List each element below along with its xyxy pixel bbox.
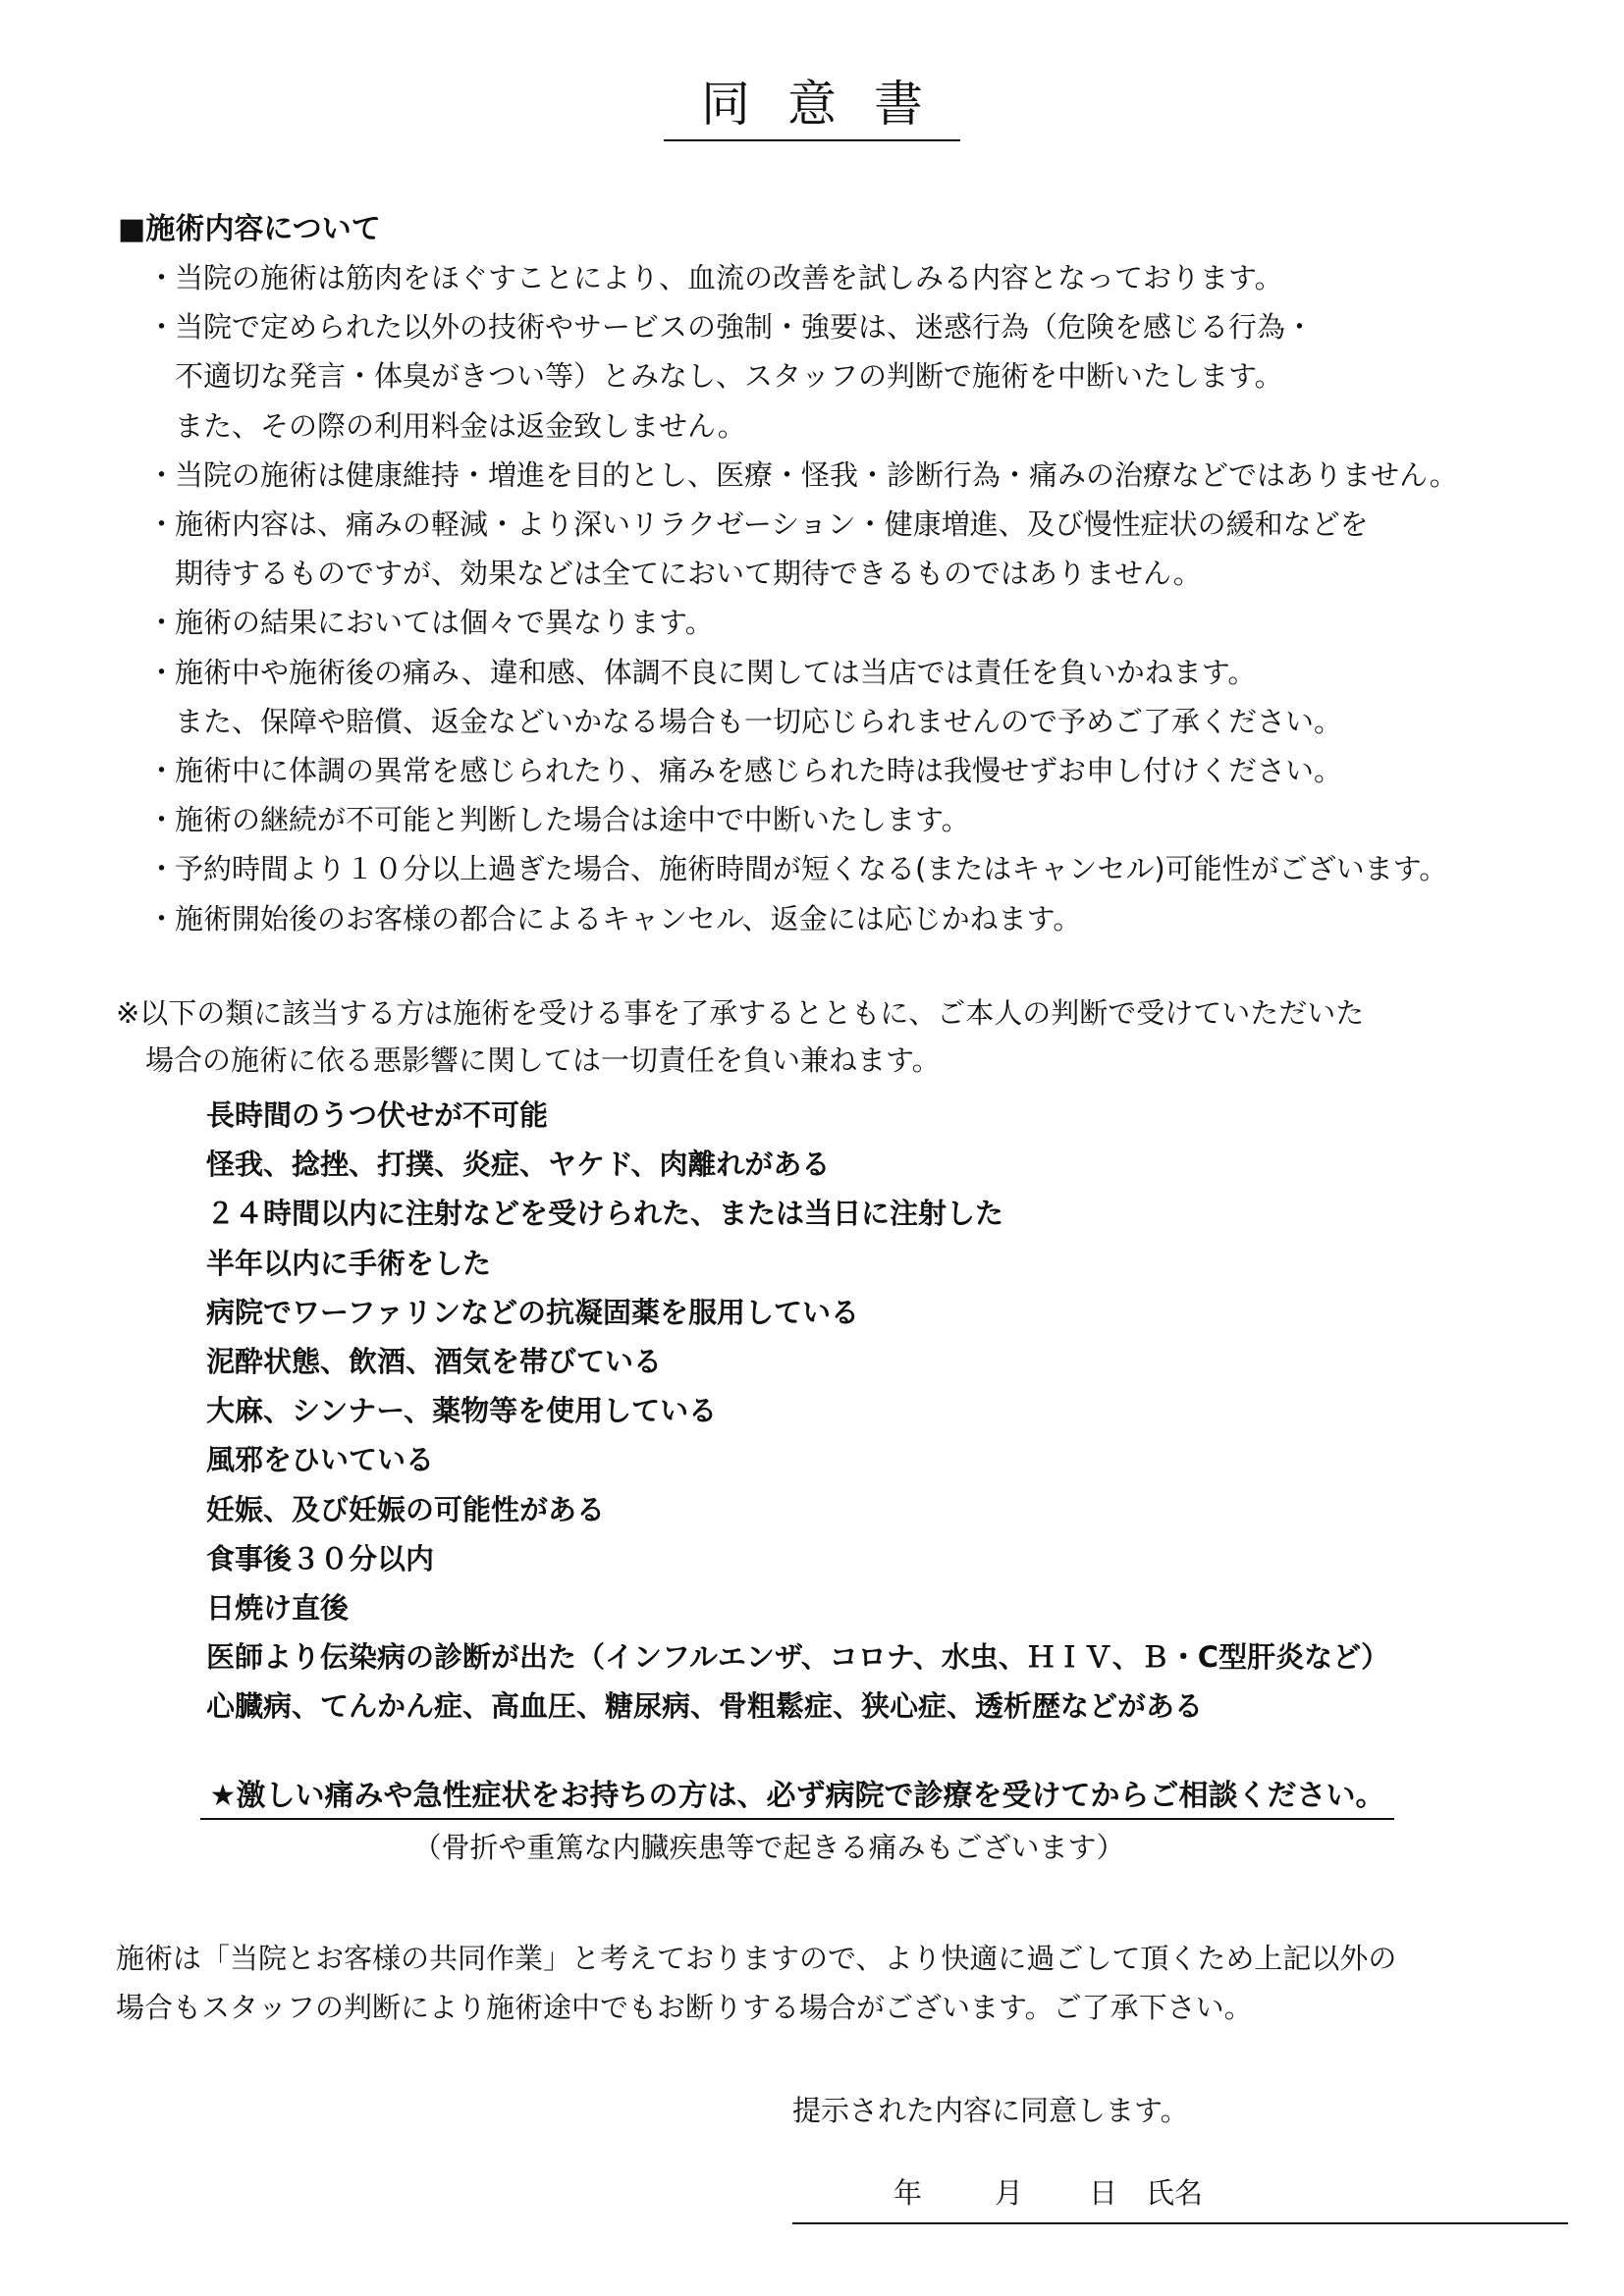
condition-item: 半年以内に手術をした	[206, 1246, 492, 1280]
condition-item: 妊娠、及び妊娠の可能性がある	[206, 1492, 606, 1526]
signature-day-label: 日	[1089, 2176, 1118, 2210]
bullet: ・	[147, 507, 177, 542]
condition-item: 大麻、シンナー、薬物等を使用している	[206, 1394, 718, 1428]
list-item: ・施術の結果においては個々で異なります。	[147, 598, 1542, 647]
list-item: ・当院の施術は健康維持・増進を目的とし、医療・怪我・診断行為・痛みの治療などではありません。	[147, 451, 1542, 500]
condition-item: 日焼け直後	[206, 1591, 350, 1626]
notice-line: 場合の施術に依る悪影響に関しては一切責任を負い兼ねます。	[145, 1043, 941, 1077]
list-item: ・施術中や施術後の痛み、違和感、体調不良に関しては当店では責任を負いかねます。 また、保障や賠償、返金などいかなる場合も一切応じられませんので予めご了承ください。	[147, 648, 1542, 746]
condition-item: 医師より伝染病の診断が出た（インフルエンザ、コロナ、水虫、ＨＩＶ、Ｂ・C型肝炎など）	[206, 1640, 1390, 1675]
list-item: ・予約時間より１０分以上過ぎた場合、施術時間が短くなる(またはキャンセル)可能性がございます。	[147, 844, 1542, 893]
signature-month-label: 月	[995, 2176, 1024, 2210]
signature-line[interactable]	[792, 2171, 1568, 2224]
page-title	[0, 71, 1624, 141]
closing-paragraph	[116, 1934, 1396, 2032]
bullet: ・	[147, 655, 177, 689]
bullet: ・	[147, 457, 177, 492]
warning-text: ★激しい痛みや急性症状をお持ちの方は、必ず病院で診療を受けてからご相談ください。	[200, 1775, 1395, 1820]
list-item: ・施術の継続が不可能と判断した場合は途中で中断いたします。	[147, 795, 1542, 844]
condition-item: 食事後３０分以内	[206, 1541, 435, 1575]
page-title-text: 同意書	[664, 71, 960, 141]
condition-item: 心臓病、てんかん症、高血圧、糖尿病、骨粗鬆症、狭心症、透析歴などがある	[206, 1689, 1204, 1724]
condition-item: 風邪をひいている	[206, 1443, 435, 1477]
bullet: ・	[147, 852, 177, 886]
bullet: ・	[147, 754, 177, 788]
consent-statement: 提示された内容に同意します。	[792, 2094, 1189, 2127]
condition-item: 怪我、捻挫、打撲、炎症、ヤケド、肉離れがある	[206, 1148, 831, 1182]
list-item: ・当院の施術は筋肉をほぐすことにより、血流の改善を試しみる内容となっております。	[147, 253, 1542, 302]
condition-item: 病院でワーファリンなどの抗凝固薬を服用している	[206, 1295, 859, 1329]
treatment-section-heading: ■施術内容について	[118, 212, 381, 246]
list-item: ・施術開始後のお客様の都合によるキャンセル、返金には応じかねます。	[147, 894, 1542, 943]
bullet: ・	[147, 901, 177, 935]
list-item: ・施術中に体調の異常を感じられたり、痛みを感じられた時は我慢せずお申し付けください。	[147, 746, 1542, 795]
condition-item: 長時間のうつ伏せが不可能	[206, 1098, 549, 1132]
condition-item: ２４時間以内に注射などを受けられた、または当日に注射した	[206, 1197, 1004, 1231]
signature-name-label: 氏名	[1146, 2176, 1204, 2210]
notice-line: ※以下の類に該当する方は施術を受ける事を了承するとともに、ご本人の判断で受けていただいた	[116, 996, 1365, 1030]
closing-line: 施術は「当院とお客様の共同作業」と考えておりますので、より快適に過ごして頂くため上記以外の	[116, 1942, 1397, 1975]
bullet: ・	[147, 606, 177, 640]
bullet: ・	[147, 261, 177, 294]
condition-item: 泥酔状態、飲酒、酒気を帯びている	[206, 1345, 663, 1379]
list-item: ・当院で定められた以外の技術やサービスの強制・強要は、迷惑行為（危険を感じる行為・ 不適切な発言・体臭がきつい等）とみなし、スタッフの判断で施術を中断いたします。 また、その際の利用料金は返金致しません。	[147, 302, 1542, 451]
bullet: ・	[147, 803, 177, 837]
warning-subtext: （骨折や重篤な内臓疾患等で起きる痛みもございます）	[412, 1831, 1125, 1864]
bullet: ・	[147, 310, 177, 345]
liability-notice	[116, 989, 1549, 1084]
closing-line: 場合もスタッフの判断により施術途中でもお断りする場合がございます。ご了承下さい。	[116, 1991, 1253, 2024]
treatment-rules-list	[147, 253, 1542, 943]
conditions-list	[206, 1091, 1389, 1732]
warning-block	[0, 1775, 1624, 1871]
signature-year-label: 年	[893, 2176, 923, 2210]
list-item: ・施術内容は、痛みの軽減・より深いリラクゼーション・健康増進、及び慢性症状の緩和などを 期待するものですが、効果などは全てにおいて期待できるものではありません。	[147, 500, 1542, 598]
